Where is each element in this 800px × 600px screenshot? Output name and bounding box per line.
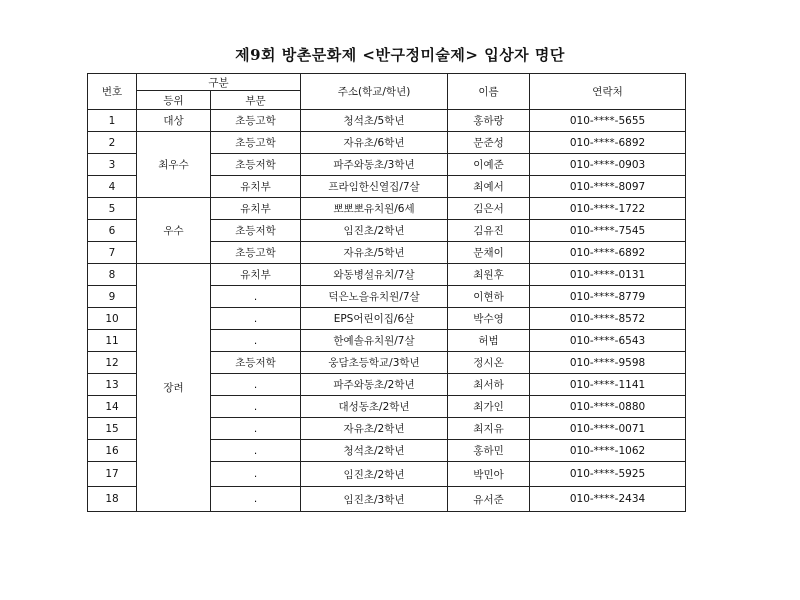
row-number: 14: [88, 396, 137, 418]
division-cell: .: [211, 487, 301, 512]
contact-cell: 010-****-8097: [530, 176, 686, 198]
contact-cell: 010-****-0903: [530, 154, 686, 176]
row-number: 9: [88, 286, 137, 308]
rank-cell: 장려: [137, 264, 211, 512]
address-cell: 임진초/2학년: [301, 220, 448, 242]
row-number: 4: [88, 176, 137, 198]
address-cell: 자유초/6학년: [301, 132, 448, 154]
contact-cell: 010-****-1141: [530, 374, 686, 396]
address-cell: 청석초/2학년: [301, 440, 448, 462]
address-cell: 파주와동초/2학년: [301, 374, 448, 396]
contact-cell: 010-****-5925: [530, 462, 686, 487]
address-cell: 웅담초등학교/3학년: [301, 352, 448, 374]
address-cell: EPS어린이집/6살: [301, 308, 448, 330]
contact-cell: 010-****-6543: [530, 330, 686, 352]
division-cell: .: [211, 418, 301, 440]
row-number: 12: [88, 352, 137, 374]
header-category: 구분: [137, 74, 301, 91]
row-number: 16: [88, 440, 137, 462]
rank-cell: 최우수: [137, 132, 211, 198]
name-cell: 문채이: [448, 242, 530, 264]
contact-cell: 010-****-6892: [530, 132, 686, 154]
address-cell: 한예솔유치원/7살: [301, 330, 448, 352]
contact-cell: 010-****-0880: [530, 396, 686, 418]
division-cell: .: [211, 330, 301, 352]
address-cell: 자유초/2학년: [301, 418, 448, 440]
row-number: 11: [88, 330, 137, 352]
header-number: 번호: [88, 74, 137, 110]
row-number: 6: [88, 220, 137, 242]
division-cell: 유치부: [211, 176, 301, 198]
address-cell: 자유초/5학년: [301, 242, 448, 264]
address-cell: 임진초/2학년: [301, 462, 448, 487]
contact-cell: 010-****-8779: [530, 286, 686, 308]
awardee-table: [87, 73, 686, 512]
row-number: 10: [88, 308, 137, 330]
header-division: 부문: [211, 91, 301, 110]
name-cell: 홍하민: [448, 440, 530, 462]
division-cell: 초등고학: [211, 132, 301, 154]
division-cell: 초등저학: [211, 220, 301, 242]
name-cell: 최예서: [448, 176, 530, 198]
name-cell: 이예준: [448, 154, 530, 176]
contact-cell: 010-****-2434: [530, 487, 686, 512]
rank-cell: 대상: [137, 110, 211, 132]
name-cell: 홍하랑: [448, 110, 530, 132]
row-number: 1: [88, 110, 137, 132]
table-row: [88, 132, 686, 154]
division-cell: 초등저학: [211, 154, 301, 176]
contact-cell: 010-****-5655: [530, 110, 686, 132]
row-number: 5: [88, 198, 137, 220]
address-cell: 임진초/3학년: [301, 487, 448, 512]
name-cell: 허범: [448, 330, 530, 352]
contact-cell: 010-****-0071: [530, 418, 686, 440]
division-cell: 초등저학: [211, 352, 301, 374]
name-cell: 최서하: [448, 374, 530, 396]
contact-cell: 010-****-1062: [530, 440, 686, 462]
table-row: [88, 110, 686, 132]
table-row: [88, 264, 686, 286]
division-cell: .: [211, 308, 301, 330]
division-cell: .: [211, 374, 301, 396]
division-cell: 초등고학: [211, 110, 301, 132]
contact-cell: 010-****-6892: [530, 242, 686, 264]
name-cell: 최가인: [448, 396, 530, 418]
division-cell: 유치부: [211, 198, 301, 220]
address-cell: 대성동초/2학년: [301, 396, 448, 418]
table-row: [88, 198, 686, 220]
contact-cell: 010-****-7545: [530, 220, 686, 242]
name-cell: 박수영: [448, 308, 530, 330]
rank-cell: 우수: [137, 198, 211, 264]
address-cell: 파주와동초/3학년: [301, 154, 448, 176]
division-cell: .: [211, 462, 301, 487]
contact-cell: 010-****-1722: [530, 198, 686, 220]
division-cell: 초등고학: [211, 242, 301, 264]
row-number: 7: [88, 242, 137, 264]
header-name: 이름: [448, 74, 530, 110]
address-cell: 프라임한신열집/7살: [301, 176, 448, 198]
document-title: 제9회 방촌문화제 <반구정미술제> 입상자 명단: [235, 46, 565, 64]
row-number: 15: [88, 418, 137, 440]
header-contact: 연락처: [530, 74, 686, 110]
name-cell: 유서준: [448, 487, 530, 512]
name-cell: 김유진: [448, 220, 530, 242]
division-cell: 유치부: [211, 264, 301, 286]
row-number: 2: [88, 132, 137, 154]
row-number: 3: [88, 154, 137, 176]
name-cell: 박민아: [448, 462, 530, 487]
row-number: 13: [88, 374, 137, 396]
name-cell: 최지유: [448, 418, 530, 440]
address-cell: 와동병설유치/7살: [301, 264, 448, 286]
name-cell: 최원후: [448, 264, 530, 286]
contact-cell: 010-****-0131: [530, 264, 686, 286]
header-rank: 등위: [137, 91, 211, 110]
address-cell: 뽀뽀뽀유치원/6세: [301, 198, 448, 220]
name-cell: 이현하: [448, 286, 530, 308]
address-cell: 청석초/5학년: [301, 110, 448, 132]
row-number: 18: [88, 487, 137, 512]
address-cell: 덕은노을유치원/7살: [301, 286, 448, 308]
name-cell: 문준성: [448, 132, 530, 154]
header-address: 주소(학교/학년): [301, 74, 448, 110]
contact-cell: 010-****-9598: [530, 352, 686, 374]
row-number: 8: [88, 264, 137, 286]
division-cell: .: [211, 440, 301, 462]
division-cell: .: [211, 286, 301, 308]
row-number: 17: [88, 462, 137, 487]
name-cell: 김은서: [448, 198, 530, 220]
contact-cell: 010-****-8572: [530, 308, 686, 330]
division-cell: .: [211, 396, 301, 418]
name-cell: 정시온: [448, 352, 530, 374]
